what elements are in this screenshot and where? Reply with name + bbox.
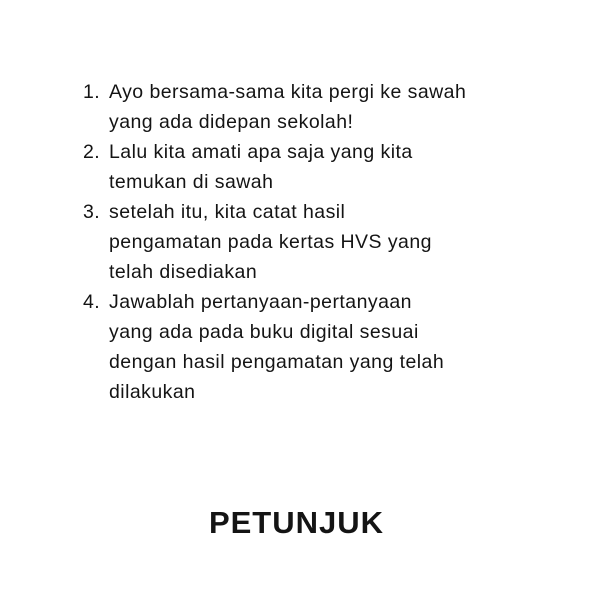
instruction-line: yang ada pada buku digital sesuai xyxy=(109,321,419,343)
instruction-text xyxy=(109,77,543,137)
instruction-line: yang ada didepan sekolah! xyxy=(109,111,354,133)
instruction-number: 2. xyxy=(83,141,101,163)
instruction-number: 3. xyxy=(83,201,101,223)
instruction-line: Jawablah pertanyaan-pertanyaan xyxy=(109,291,412,313)
instruction-line: Lalu kita amati apa saja yang kita xyxy=(109,141,413,163)
instruction-list xyxy=(83,77,543,407)
instruction-number: 1. xyxy=(83,81,101,103)
instruction-line: dilakukan xyxy=(109,381,196,403)
instruction-item xyxy=(83,77,543,137)
instruction-number: 4. xyxy=(83,291,101,313)
page-title: PETUNJUK xyxy=(208,505,385,540)
instruction-line: Ayo bersama-sama kita pergi ke sawah xyxy=(109,81,467,103)
instruction-text xyxy=(109,137,543,197)
instruction-line: setelah itu, kita catat hasil xyxy=(109,201,346,223)
instruction-line: temukan di sawah xyxy=(109,171,274,193)
instruction-text xyxy=(109,287,543,407)
instruction-line: pengamatan pada kertas HVS yang xyxy=(109,231,432,253)
instruction-line: telah disediakan xyxy=(109,261,258,283)
instruction-item xyxy=(83,287,543,407)
instruction-item xyxy=(83,137,543,197)
instruction-text xyxy=(109,197,543,287)
instruction-line: dengan hasil pengamatan yang telah xyxy=(109,351,445,373)
instruction-item xyxy=(83,197,543,287)
